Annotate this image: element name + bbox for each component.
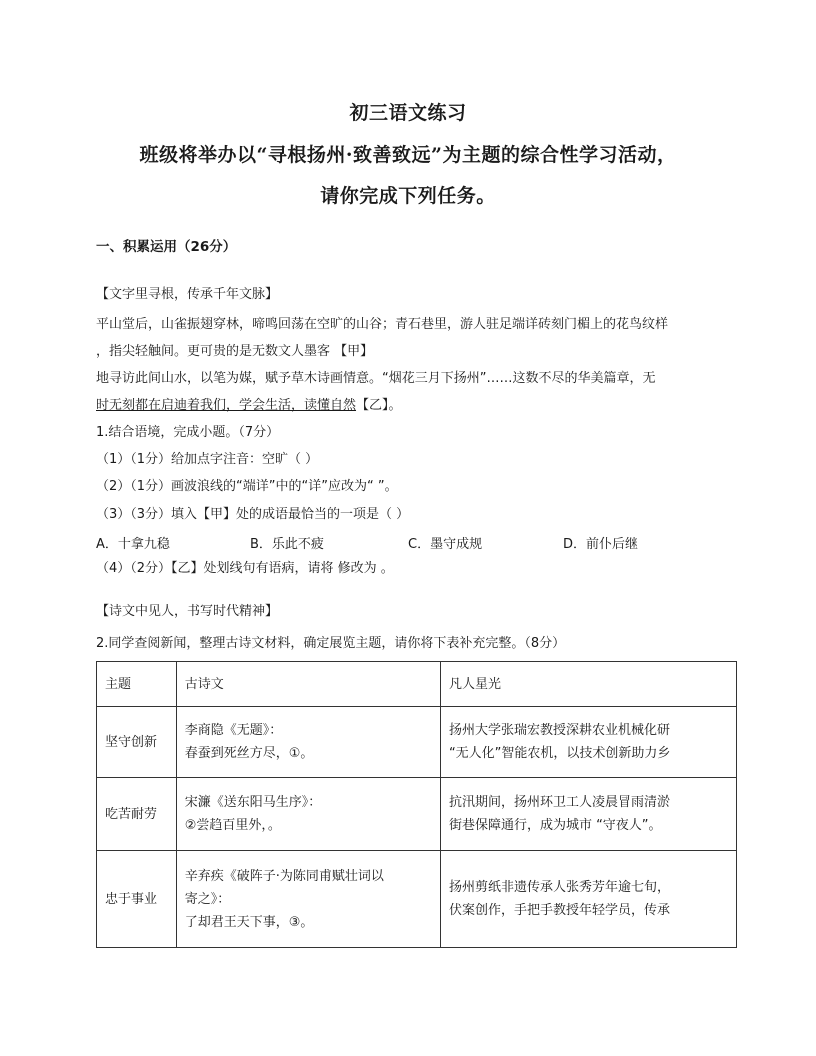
- people-line: 抗汛期间，扬州环卫工人凌晨冒雨清淤: [448, 795, 670, 810]
- people-line: 街巷保障通行，成为城市 “守夜人”。: [448, 818, 662, 833]
- option-d: D．前仆后继: [563, 537, 639, 552]
- passage-line-1: 平山堂后，山雀振翅穿林，啼鸣回荡在空旷的山谷；青石巷里，游人驻足端详砖刻门楣上的花鸟纹样: [96, 317, 669, 332]
- poem-cell: [176, 778, 440, 851]
- poem-line: 辛弃疾《破阵子·为陈同甫赋壮词以: [184, 868, 384, 884]
- question-2-stem: 2.同学查阅新闻，整理古诗文材料，确定展览主题，请你将下表补充完整。（8分）: [96, 636, 566, 651]
- underlined-sentence: 时无刻都在启迪着我们，学会生活，读懂自然: [96, 398, 357, 413]
- passage-line-2: ，指尖轻触间。更可贵的是无数文人墨客 【甲】: [96, 344, 374, 359]
- block-heading-2: 【诗文中见人，书写时代精神】: [96, 604, 279, 619]
- passage-line-3: 地寻访此间山水，以笔为媒，赋予草木诗画情意。“烟花三月下扬州”……这数不尽的华美篇章，无: [96, 371, 656, 386]
- subtitle-line-2: 请你完成下列任务。: [320, 185, 496, 207]
- header-theme: 主题: [97, 662, 177, 707]
- subtitle-line-1: 班级将举办以“寻根扬州·致善致远”为主题的综合性学习活动，: [139, 144, 677, 166]
- question-1-sub-1: （1）（1分）给加点字注音：空旷（ ）: [96, 452, 319, 467]
- header-people: 凡人星光: [440, 662, 736, 707]
- theme-cell: 坚守创新: [97, 707, 177, 778]
- page-title: 初三语文练习: [349, 102, 467, 124]
- question-1-sub-3: （3）（3分）填入【甲】处的成语最恰当的一项是（ ）: [96, 507, 410, 522]
- poem-cell: [176, 851, 440, 948]
- header-poem: 古诗文: [176, 662, 440, 707]
- section-heading: 一、积累运用（26分）: [96, 239, 237, 255]
- option-c: C．墨守成规: [408, 537, 483, 552]
- table-row: [97, 851, 737, 948]
- people-line: 扬州剪纸非遗传承人张秀芳年逾七旬，: [448, 880, 670, 895]
- people-line: 扬州大学张瑞宏教授深耕农业机械化研: [448, 723, 670, 738]
- poem-line: 李商隐《无题》：: [184, 723, 283, 738]
- poem-line: 了却君王天下事，③。: [184, 914, 314, 930]
- option-a: A．十拿九稳: [96, 537, 170, 552]
- table-row: [97, 707, 737, 778]
- theme-cell: 吃苦耐劳: [97, 778, 177, 851]
- people-cell: [440, 851, 736, 948]
- block-heading-1: 【文字里寻根，传承千年文脉】: [96, 287, 279, 302]
- poem-line: 寄之》：: [184, 891, 231, 907]
- people-cell: [440, 778, 736, 851]
- passage-line-4: [96, 397, 402, 415]
- option-b: B．乐此不疲: [250, 537, 324, 552]
- question-1-sub-4: （4）（2分）【乙】处划线句有语病，请将 修改为 。: [96, 561, 394, 576]
- exhibition-table: [96, 661, 737, 948]
- question-1-stem: 1.结合语境，完成小题。（7分）: [96, 425, 280, 440]
- poem-line: 宋濂《送东阳马生序》：: [184, 795, 322, 810]
- table-row: [97, 778, 737, 851]
- poem-line: ②尝趋百里外，。: [184, 818, 281, 833]
- theme-cell: 忠于事业: [97, 851, 177, 948]
- people-cell: [440, 707, 736, 778]
- question-1-sub-2: （2）（1分）画波浪线的“端详”中的“详”应改为“ ”。: [96, 479, 398, 494]
- people-line: “无人化”智能农机，以技术创新助力乡: [448, 746, 671, 761]
- passage-line-4-tail: 【乙】。: [356, 398, 402, 413]
- table-header-row: [97, 662, 737, 707]
- poem-line: 春蚕到死丝方尽，①。: [184, 746, 314, 761]
- people-line: 伏案创作，手把手教授年轻学员，传承: [448, 903, 670, 918]
- poem-cell: [176, 707, 440, 778]
